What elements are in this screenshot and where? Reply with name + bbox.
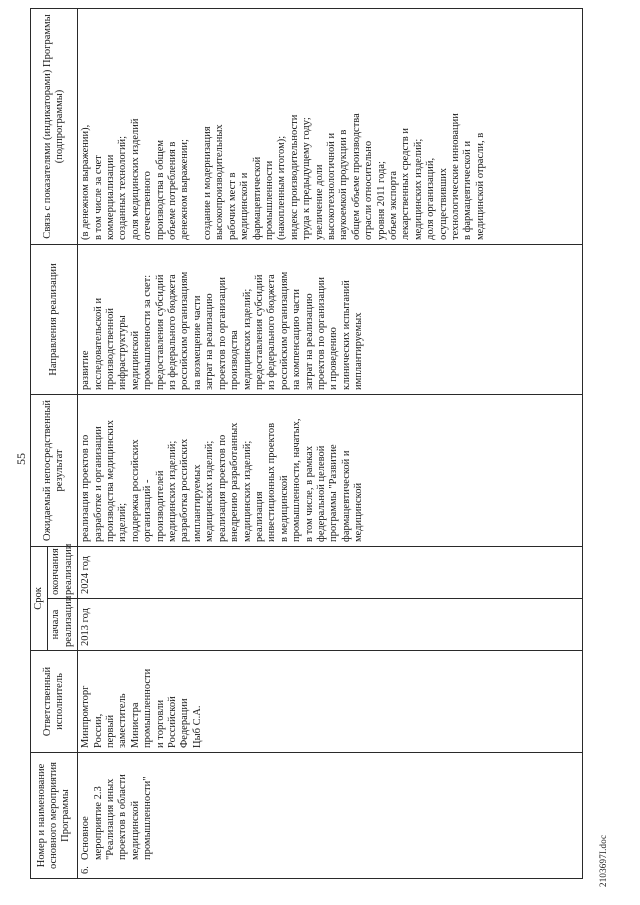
- activity-cell: [78, 753, 583, 879]
- header-directions: Направления реализации: [31, 244, 78, 394]
- end-cell: 2024 год: [78, 546, 583, 598]
- directions-cell: развитие исследовательской и производственной инфраструктуры медицинской промышленности за счет: предоставления субсидий из федерального бюджета российским организациям на возмещение части затрат на реализацию проектов по организации производства медицинских изделий; предоставления субсидий из федерального бюджета российским организациям на компенсацию части затрат на реализацию проектов по организации и проведению клинических испытаний имплантируемых: [78, 244, 583, 394]
- header-term-start: начала реализации: [48, 599, 78, 651]
- header-result: Ожидаемый непосредственный результат: [31, 394, 78, 546]
- indicators-text: создание и модернизация высокопроизводительных рабочих мест в медицинской и фармацевтической промышленности (накопленным итогом); индекс производительности труда к предыдущему году; увеличение доли высокотехнологичной и наукоемкой продукции в общем объеме производства отрасли относительно уровня 2011 года; объем экспорта лекарственных средств и медицинских изделий; доля организаций, осуществивших технологические инновации в фармацевтической и медицинской отрасли, в: [201, 113, 486, 240]
- activity-name: Основное мероприятие 2.3 "Реализация иных проектов в области медицинской промышленности": [80, 774, 154, 860]
- header-row: [31, 8, 48, 878]
- responsible-cell: Минпромторг России, первый заместитель Министра промышленности и торговли Российской Федерации Цыб С.А.: [78, 651, 583, 753]
- header-term: Срок: [31, 546, 48, 650]
- result-cell: реализация проектов по разработке и организации производства медицинских изделий; поддержка российских организаций - производителей медицинских изделий; разработка российских имплантируемых медицинских изделий; реализация проектов по внедрению разработанных медицинских изделий; реализация инвестиционных проектов в медицинской промышленности, начатых, в том числе, в рамках федеральной целевой программы "Развитие фармацевтической и медицинской: [78, 394, 583, 546]
- header-activity: Номер и наименование основного мероприятия Программы: [31, 753, 78, 879]
- indicators-cell: [78, 8, 583, 244]
- start-cell: 2013 год: [78, 599, 583, 651]
- table-row: [78, 8, 583, 878]
- document-id: 2103697I.doc: [598, 834, 608, 887]
- program-activities-table: [30, 8, 583, 879]
- header-term-end: окончания реализации: [48, 546, 78, 598]
- header-responsible: Ответственный исполнитель: [31, 651, 78, 753]
- row-number: 6.: [80, 866, 92, 874]
- indicators-continued-text: (в денежном выражении), в том числе за счет коммерциализации созданных технологий; доля медицинских изделий отечественного производства в общем объеме потребления в денежном выражении;: [80, 118, 191, 240]
- header-indicators-link: Связь с показателями (индикаторами) Программы (подпрограммы): [31, 8, 78, 244]
- page-number: 55: [14, 453, 28, 465]
